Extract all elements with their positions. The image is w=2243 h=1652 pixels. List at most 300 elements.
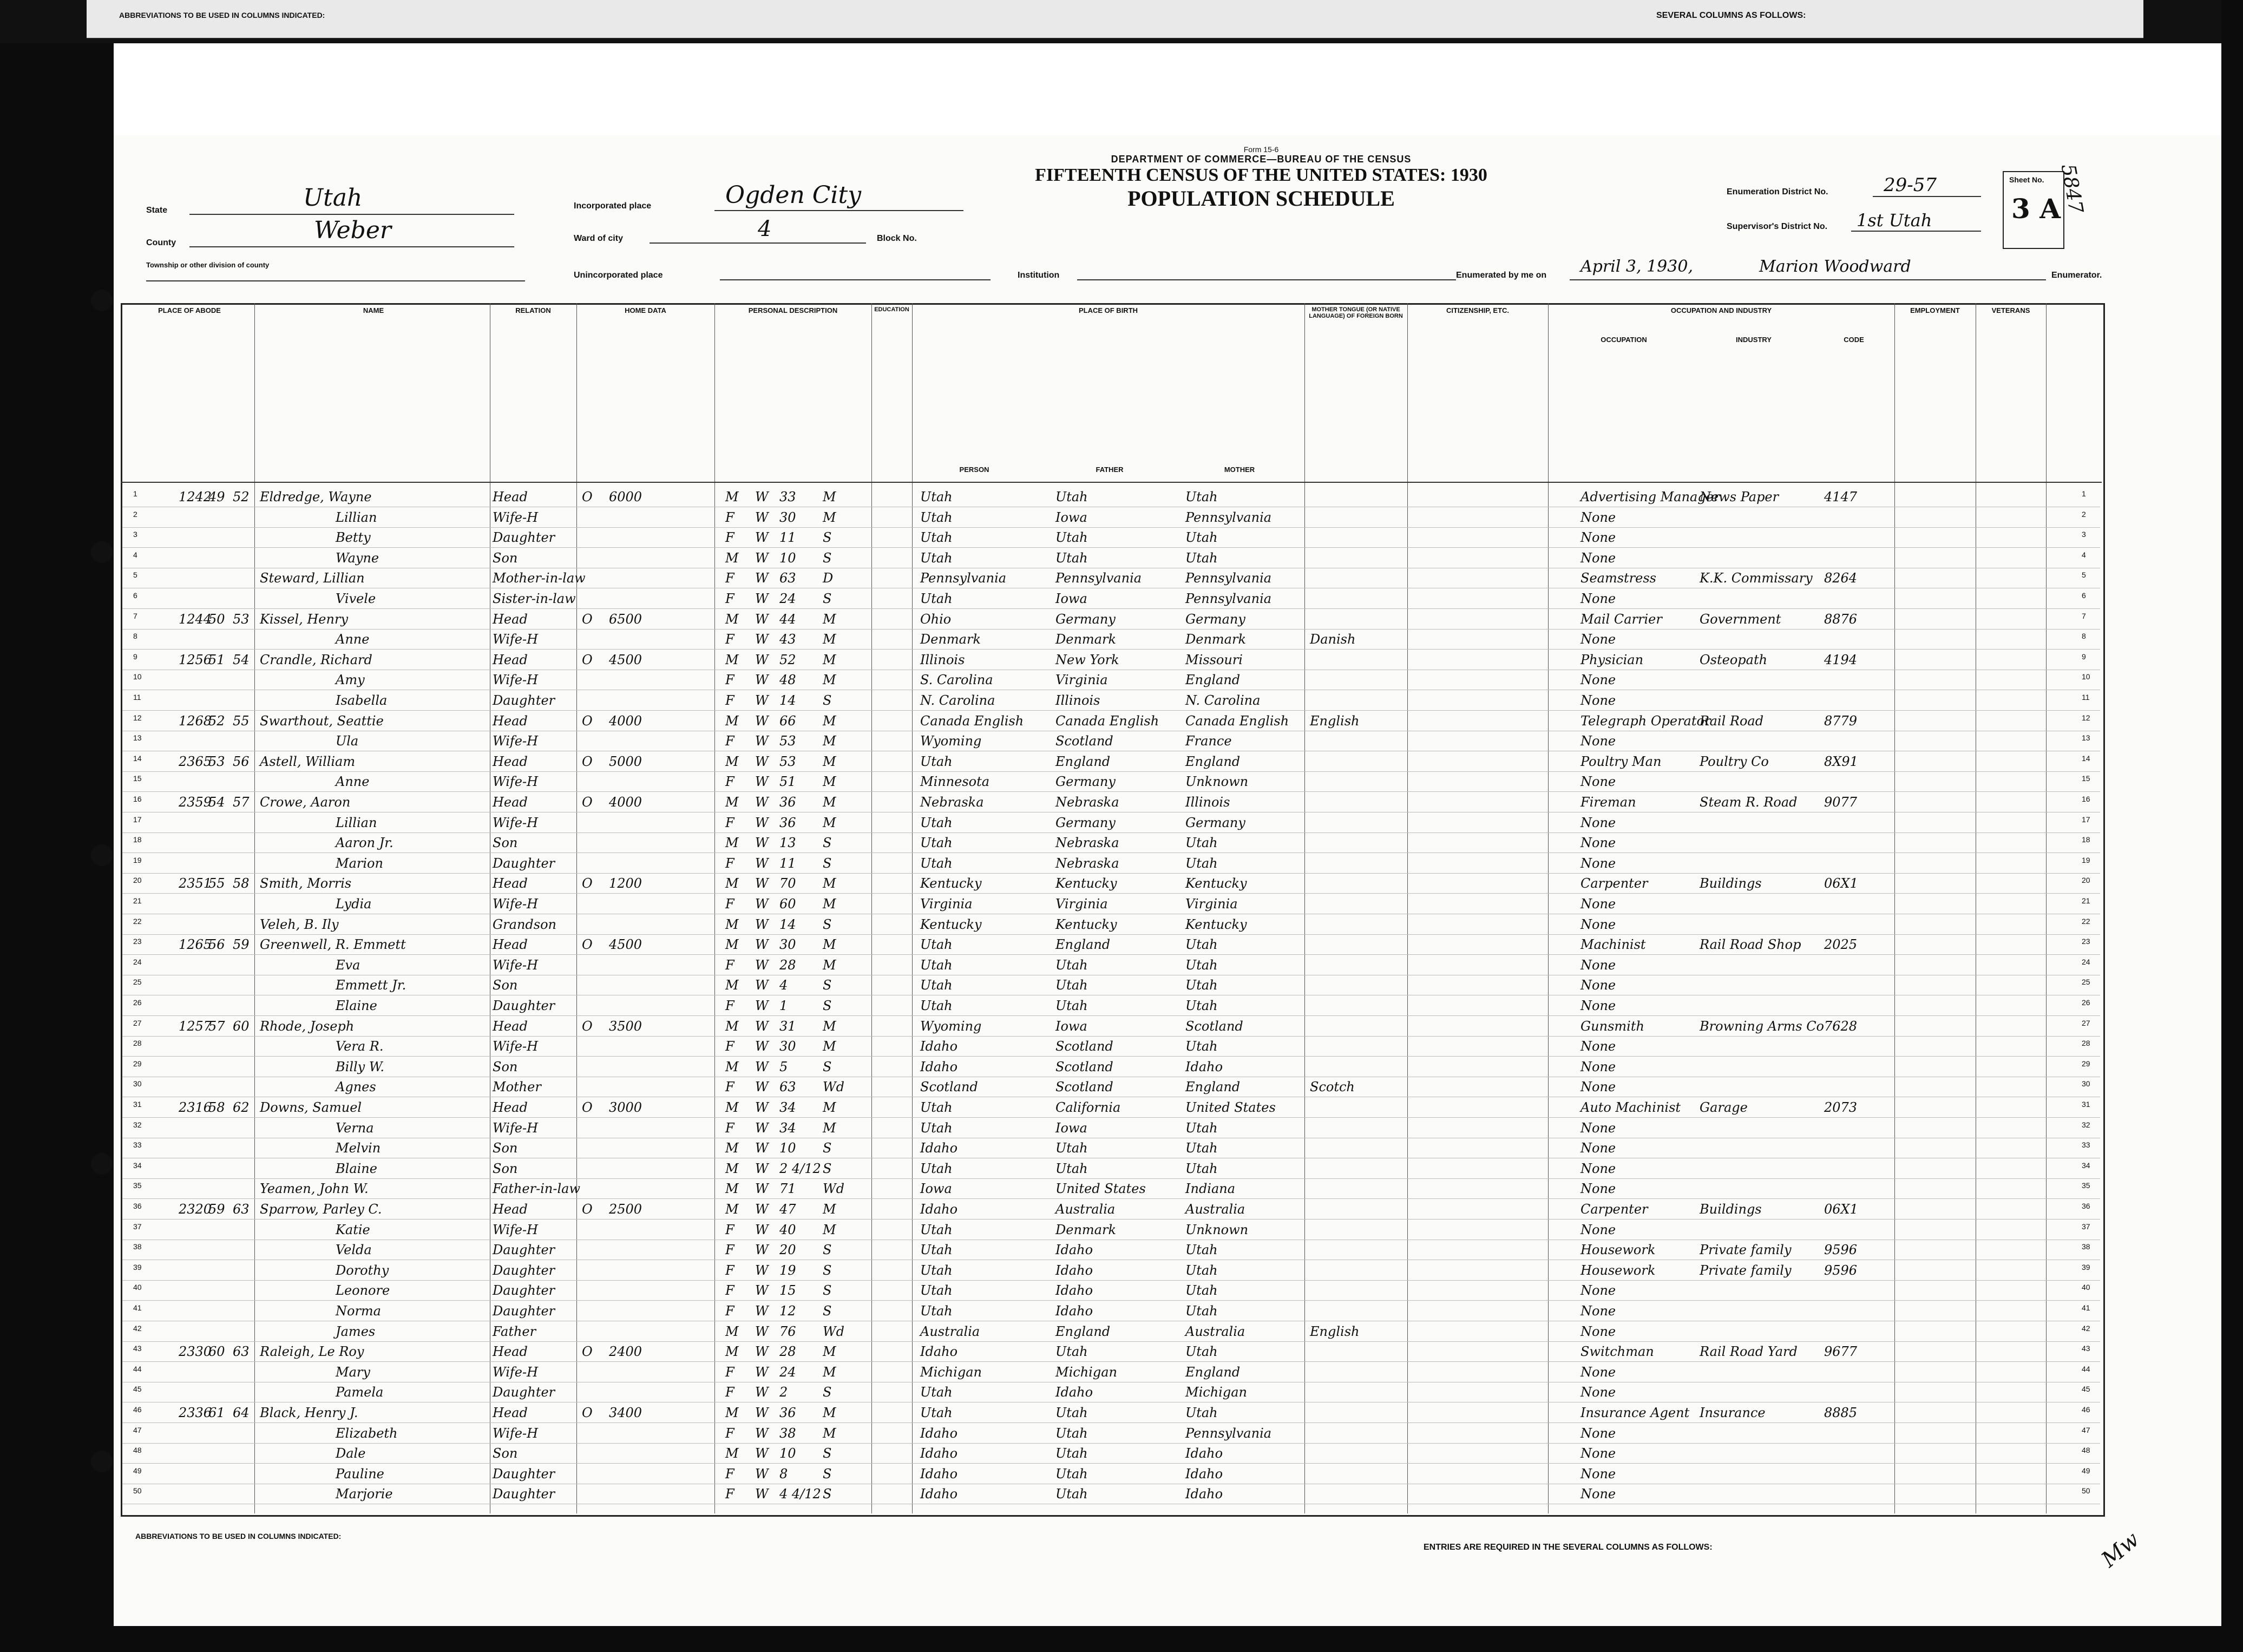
cell-race: W	[755, 876, 769, 891]
cell-father: Utah	[1055, 1486, 1088, 1502]
line-number-right: 22	[2082, 916, 2090, 926]
cell-father: Utah	[1055, 489, 1088, 504]
cell-name: Billy W.	[336, 1059, 384, 1074]
cell-person: Minnesota	[920, 774, 990, 790]
previous-entries-note: SEVERAL COLUMNS AS FOLLOWS:	[1656, 11, 1806, 20]
ward-value: 4	[758, 217, 772, 241]
line-number-right: 9	[2082, 652, 2086, 661]
form-number: Form 15-6	[1243, 145, 1279, 154]
cell-rel: Daughter	[493, 1283, 555, 1299]
cell-ms: M	[823, 713, 836, 729]
line-number: 33	[133, 1140, 142, 1150]
line-number: 20	[133, 876, 142, 885]
cell-sex: M	[725, 876, 739, 891]
line-number-right: 45	[2082, 1385, 2090, 1394]
cell-father: Illinois	[1055, 693, 1100, 708]
cell-age: 63	[779, 1079, 796, 1095]
cell-race: W	[755, 733, 769, 749]
cell-ind: Buildings	[1700, 876, 1762, 891]
cell-tenure: O	[582, 753, 593, 769]
cell-code: 2073	[1824, 1100, 1858, 1115]
state-value: Utah	[303, 184, 363, 212]
table-row	[122, 1363, 2100, 1382]
table-row	[122, 916, 2100, 935]
cell-occ: None	[1580, 774, 1616, 790]
cell-age: 8	[779, 1466, 788, 1481]
cell-father: Utah	[1055, 1425, 1088, 1441]
line-number-right: 16	[2082, 795, 2090, 803]
cell-occ: None	[1580, 1486, 1616, 1502]
cell-dw: 49	[208, 489, 225, 504]
cell-race: W	[755, 978, 769, 993]
line-number: 27	[133, 1018, 142, 1027]
cell-house: 2330	[179, 1344, 212, 1360]
cell-occ: None	[1580, 733, 1616, 749]
cell-ms: M	[823, 1364, 836, 1380]
line-number-right: 26	[2082, 998, 2090, 1007]
cell-name: Dale	[336, 1446, 366, 1461]
cell-ind: Poultry Co	[1700, 753, 1769, 769]
line-number: 40	[133, 1283, 142, 1292]
cell-age: 5	[779, 1059, 788, 1074]
cell-race: W	[755, 998, 769, 1013]
cell-occ: None	[1580, 1446, 1616, 1461]
cell-father: Nebraska	[1055, 795, 1119, 810]
cell-race: W	[755, 1303, 769, 1319]
cell-occ: None	[1580, 896, 1616, 912]
cell-father: Scotland	[1055, 1059, 1113, 1074]
cell-person: Utah	[920, 1120, 953, 1136]
col-home-data: HOME DATA	[625, 306, 666, 314]
cell-father: England	[1055, 937, 1111, 953]
cell-age: 44	[779, 611, 796, 627]
table-row	[122, 1404, 2100, 1423]
table-row	[122, 1343, 2100, 1362]
stamp-number: 5847	[2056, 162, 2087, 215]
cell-age: 36	[779, 815, 796, 830]
line-number: 10	[133, 672, 142, 681]
cell-ms: M	[823, 733, 836, 749]
cell-race: W	[755, 1181, 769, 1197]
cell-mother: Utah	[1185, 1283, 1218, 1299]
cell-mother: Unknown	[1185, 1222, 1249, 1237]
cell-age: 38	[779, 1425, 796, 1441]
punch-hole	[91, 541, 113, 563]
cell-age: 12	[779, 1303, 796, 1319]
cell-person: Idaho	[920, 1486, 958, 1502]
cell-age: 63	[779, 571, 796, 586]
cell-race: W	[755, 937, 769, 953]
cell-ind: Garage	[1700, 1100, 1748, 1115]
cell-person: Canada English	[920, 713, 1024, 729]
cell-rel: Head	[493, 1202, 528, 1217]
cell-rel: Daughter	[493, 855, 555, 871]
county-value: Weber	[314, 217, 391, 244]
cell-name: Wayne	[336, 550, 379, 566]
cell-rel: Daughter	[493, 1385, 555, 1400]
cell-name: Amy	[336, 672, 365, 688]
line-number: 42	[133, 1323, 142, 1333]
table-row	[122, 1119, 2100, 1138]
cell-father: England	[1055, 1323, 1111, 1339]
cell-ms: S	[823, 693, 832, 708]
cell-tenure: O	[582, 713, 593, 729]
cell-sex: F	[725, 672, 734, 688]
scan-right-border	[2221, 0, 2243, 1652]
cell-name: Lydia	[336, 896, 372, 912]
cell-code: 4147	[1824, 489, 1858, 504]
cell-rel: Head	[493, 713, 528, 729]
cell-name: Yeamen, John W.	[260, 1181, 369, 1197]
cell-occ: Poultry Man	[1580, 753, 1662, 769]
cell-name: Raleigh, Le Roy	[260, 1344, 364, 1360]
cell-name: Pamela	[336, 1385, 384, 1400]
punch-hole	[91, 290, 113, 311]
line-number: 39	[133, 1262, 142, 1271]
cell-tenure: O	[582, 611, 593, 627]
cell-ms: M	[823, 1405, 836, 1420]
cell-tenure: O	[582, 1100, 593, 1115]
cell-house: 2336	[179, 1405, 212, 1420]
cell-sex: M	[725, 713, 739, 729]
cell-name: Elaine	[336, 998, 377, 1013]
line-number: 31	[133, 1100, 142, 1109]
cell-code: 8876	[1824, 611, 1858, 627]
cell-tongue: Danish	[1310, 632, 1356, 647]
cell-occ: None	[1580, 530, 1616, 546]
line-number-right: 4	[2082, 550, 2086, 559]
cell-rel: Son	[493, 978, 518, 993]
cell-occ: None	[1580, 1364, 1616, 1380]
cell-name: Leonore	[336, 1283, 390, 1299]
incorporated-line	[714, 210, 963, 211]
cell-code: 9596	[1824, 1242, 1858, 1258]
cell-mother: England	[1185, 672, 1241, 688]
cell-person: Utah	[920, 815, 953, 830]
title-block	[991, 145, 1532, 211]
table-row	[122, 590, 2100, 609]
cell-father: Kentucky	[1055, 876, 1117, 891]
cell-age: 4	[779, 978, 788, 993]
cell-ind: Buildings	[1700, 1202, 1762, 1217]
cell-person: Utah	[920, 1283, 953, 1299]
cell-ms: S	[823, 835, 832, 851]
cell-code: 9077	[1824, 795, 1858, 810]
cell-race: W	[755, 1222, 769, 1237]
table-row	[122, 834, 2100, 853]
cell-rel: Wife-H	[493, 774, 539, 790]
col-father: FATHER	[1096, 466, 1124, 474]
cell-rel: Daughter	[493, 998, 555, 1013]
cell-name: Ula	[336, 733, 359, 749]
cell-mother: Idaho	[1185, 1486, 1223, 1502]
cell-dw: 61	[208, 1405, 225, 1420]
cell-father: Canada English	[1055, 713, 1159, 729]
cell-sex: M	[725, 1181, 739, 1197]
cell-race: W	[755, 1344, 769, 1360]
line-number-right: 49	[2082, 1466, 2090, 1475]
cell-ind: K.K. Commissary	[1700, 571, 1813, 586]
cell-code: 2025	[1824, 937, 1858, 953]
line-number-right: 1	[2082, 489, 2086, 498]
cell-value: 2500	[609, 1202, 642, 1217]
unincorporated-label: Unincorporated place	[574, 271, 663, 280]
cell-house: 1265	[179, 937, 212, 953]
cell-name: Lillian	[336, 815, 377, 830]
col-relation: RELATION	[515, 306, 551, 314]
line-number: 41	[133, 1303, 142, 1312]
table-row	[122, 936, 2100, 955]
cell-name: Swarthout, Seattie	[260, 713, 384, 729]
cell-sex: F	[725, 774, 734, 790]
cell-mother: Australia	[1185, 1323, 1245, 1339]
cell-sex: F	[725, 591, 734, 606]
cell-occ: None	[1580, 1120, 1616, 1136]
table-row	[122, 1445, 2100, 1464]
line-number: 32	[133, 1120, 142, 1129]
cell-ind: News Paper	[1700, 489, 1779, 504]
cell-fam: 55	[233, 713, 250, 729]
cell-occ: Machinist	[1580, 937, 1646, 953]
cell-sex: F	[725, 1466, 734, 1481]
table-row	[122, 1384, 2100, 1402]
cell-race: W	[755, 1364, 769, 1380]
cell-mother: England	[1185, 1079, 1241, 1095]
cell-tenure: O	[582, 1344, 593, 1360]
cell-age: 24	[779, 591, 796, 606]
cell-dw: 60	[208, 1344, 225, 1360]
line-number-right: 42	[2082, 1323, 2090, 1333]
cell-ms: M	[823, 632, 836, 647]
cell-person: Utah	[920, 1303, 953, 1319]
table-row	[122, 1018, 2100, 1037]
line-number-right: 21	[2082, 896, 2090, 905]
cell-race: W	[755, 774, 769, 790]
cell-mother: Utah	[1185, 1242, 1218, 1258]
cell-father: England	[1055, 753, 1111, 769]
sd-line	[1851, 231, 1981, 232]
cell-father: Scotland	[1055, 1079, 1113, 1095]
cell-ms: S	[823, 591, 832, 606]
cell-father: Kentucky	[1055, 916, 1117, 932]
cell-race: W	[755, 591, 769, 606]
line-number: 37	[133, 1222, 142, 1231]
cell-race: W	[755, 1283, 769, 1299]
cell-mother: Canada English	[1185, 713, 1289, 729]
cell-father: Utah	[1055, 1466, 1088, 1481]
cell-name: Marion	[336, 855, 383, 871]
cell-name: Blaine	[336, 1161, 377, 1176]
cell-mother: United States	[1185, 1100, 1276, 1115]
cell-value: 4000	[609, 713, 642, 729]
cell-person: Australia	[920, 1323, 980, 1339]
table-row	[122, 1282, 2100, 1301]
cell-father: Idaho	[1055, 1242, 1093, 1258]
cell-race: W	[755, 1202, 769, 1217]
cell-person: Utah	[920, 591, 953, 606]
cell-rel: Mother	[493, 1079, 541, 1095]
cell-occ: None	[1580, 957, 1616, 973]
cell-name: Emmett Jr.	[336, 978, 406, 993]
cell-occ: None	[1580, 815, 1616, 830]
cell-ind: Private family	[1700, 1262, 1792, 1278]
cell-father: Utah	[1055, 550, 1088, 566]
ward-label: Ward of city	[574, 234, 623, 243]
cell-age: 70	[779, 876, 796, 891]
cell-person: Idaho	[920, 1425, 958, 1441]
cell-age: 15	[779, 1283, 796, 1299]
table-row	[122, 855, 2100, 874]
punch-hole	[91, 844, 113, 866]
col-employment: EMPLOYMENT	[1910, 306, 1960, 314]
cell-rel: Wife-H	[493, 1364, 539, 1380]
cell-age: 51	[779, 774, 796, 790]
cell-dw: 55	[208, 876, 225, 891]
cell-person: Idaho	[920, 1446, 958, 1461]
cell-father: Iowa	[1055, 509, 1087, 525]
cell-mother: Scotland	[1185, 1018, 1243, 1034]
cell-name: Vera R.	[336, 1039, 384, 1054]
cell-person: Utah	[920, 855, 953, 871]
line-number-right: 38	[2082, 1242, 2090, 1251]
cell-mother: Utah	[1185, 978, 1218, 993]
cell-ms: M	[823, 1018, 836, 1034]
cell-name: James	[336, 1323, 376, 1339]
cell-rel: Head	[493, 753, 528, 769]
line-number-right: 36	[2082, 1202, 2090, 1210]
cell-race: W	[755, 1385, 769, 1400]
cell-ms: M	[823, 1100, 836, 1115]
cell-occ: None	[1580, 1385, 1616, 1400]
table-row	[122, 753, 2100, 772]
census-title: FIFTEENTH CENSUS OF THE UNITED STATES: 1930	[1035, 165, 1487, 185]
cell-father: Denmark	[1055, 1222, 1116, 1237]
col-industry: INDUSTRY	[1736, 336, 1772, 344]
cell-person: Wyoming	[920, 1018, 982, 1034]
cell-name: Lillian	[336, 509, 377, 525]
sd-label: Supervisor's District No.	[1727, 222, 1828, 231]
cell-tenure: O	[582, 876, 593, 891]
line-number: 36	[133, 1202, 142, 1210]
cell-rel: Son	[493, 1059, 518, 1074]
cell-name: Greenwell, R. Emmett	[260, 937, 406, 953]
line-number-right: 33	[2082, 1140, 2090, 1150]
township-label: Township or other division of county	[146, 261, 270, 269]
cell-sex: M	[725, 916, 739, 932]
cell-rel: Daughter	[493, 1303, 555, 1319]
line-number: 23	[133, 937, 142, 946]
line-number: 22	[133, 916, 142, 926]
cell-age: 66	[779, 713, 796, 729]
cell-person: Utah	[920, 1100, 953, 1115]
enumerator-name: Marion Woodward	[1759, 257, 1911, 276]
cell-house: 2351	[179, 876, 212, 891]
line-number: 44	[133, 1364, 142, 1373]
line-number: 50	[133, 1486, 142, 1496]
cell-father: Iowa	[1055, 591, 1087, 606]
cell-race: W	[755, 713, 769, 729]
cell-person: Utah	[920, 550, 953, 566]
cell-fam: 54	[233, 652, 250, 667]
line-number: 25	[133, 978, 142, 987]
cell-rel: Head	[493, 876, 528, 891]
cell-race: W	[755, 530, 769, 546]
cell-dw: 52	[208, 713, 225, 729]
table-row	[122, 509, 2100, 528]
line-number: 14	[133, 753, 142, 763]
cell-name: Isabella	[336, 693, 388, 708]
cell-race: W	[755, 672, 769, 688]
cell-code: 8885	[1824, 1405, 1858, 1420]
cell-age: 71	[779, 1181, 796, 1197]
cell-occ: Physician	[1580, 652, 1644, 667]
cell-mother: Idaho	[1185, 1059, 1223, 1074]
cell-race: W	[755, 550, 769, 566]
cell-person: Idaho	[920, 1059, 958, 1074]
line-number-right: 2	[2082, 509, 2086, 519]
cell-name: Astell, William	[260, 753, 356, 769]
cell-tenure: O	[582, 1202, 593, 1217]
cell-ms: M	[823, 795, 836, 810]
cell-father: Scotland	[1055, 1039, 1113, 1054]
cell-father: Iowa	[1055, 1018, 1087, 1034]
col-mother: MOTHER	[1224, 466, 1255, 474]
cell-sex: F	[725, 896, 734, 912]
cell-mother: Utah	[1185, 550, 1218, 566]
line-number-right: 34	[2082, 1161, 2090, 1170]
schedule-title: POPULATION SCHEDULE	[1127, 186, 1395, 211]
cell-ms: M	[823, 489, 836, 504]
cell-sex: M	[725, 753, 739, 769]
cell-father: Utah	[1055, 998, 1088, 1013]
cell-ms: Wd	[823, 1323, 845, 1339]
cell-occ: Housework	[1580, 1262, 1656, 1278]
cell-mother: France	[1185, 733, 1232, 749]
line-number-right: 12	[2082, 713, 2090, 722]
line-number-right: 24	[2082, 957, 2090, 966]
cell-house: 2320	[179, 1202, 212, 1217]
cell-person: Nebraska	[920, 795, 984, 810]
line-number: 28	[133, 1039, 142, 1048]
cell-occ: None	[1580, 550, 1616, 566]
cell-father: Iowa	[1055, 1120, 1087, 1136]
cell-house: 1268	[179, 713, 212, 729]
cell-ms: S	[823, 550, 832, 566]
line-number-right: 29	[2082, 1059, 2090, 1068]
line-number-right: 11	[2082, 693, 2090, 702]
cell-age: 33	[779, 489, 796, 504]
line-number-right: 18	[2082, 835, 2090, 844]
line-number: 7	[133, 611, 137, 620]
cell-value: 6000	[609, 489, 642, 504]
cell-sex: F	[725, 733, 734, 749]
line-number: 19	[133, 855, 142, 864]
header-row-divider	[121, 482, 2102, 483]
sheet-label: Sheet No.	[2009, 175, 2044, 184]
cell-tenure: O	[582, 489, 593, 504]
cell-ind: Browning Arms Co	[1700, 1018, 1825, 1034]
cell-name: Agnes	[336, 1079, 376, 1095]
cell-dw: 58	[208, 1100, 225, 1115]
cell-age: 19	[779, 1262, 796, 1278]
cell-ms: S	[823, 1242, 832, 1258]
col-education: EDUCATION	[874, 306, 909, 313]
footer-notes	[124, 1521, 2100, 1591]
cell-sex: M	[725, 937, 739, 953]
col-veterans: VETERANS	[1991, 306, 2030, 314]
cell-ms: M	[823, 1344, 836, 1360]
cell-fam: 64	[233, 1405, 250, 1420]
